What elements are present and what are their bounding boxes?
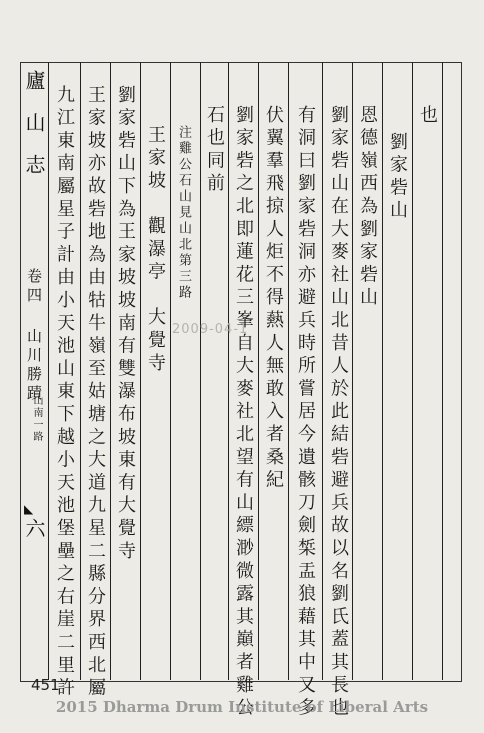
column-rule: [228, 62, 229, 680]
section-heading: 王家坡 觀瀑亭 大覺寺: [145, 125, 166, 376]
page-number: 451: [31, 676, 60, 694]
column-rule: [322, 62, 323, 680]
column-rule: [412, 62, 413, 680]
text-column: 有洞曰劉家砦洞亦避兵時所嘗居今遺骸刀劍椞盂狼藉其中又多: [295, 105, 316, 721]
text-column: 劉家砦山下為王家坡坡南有雙瀑布坡東有大覺寺: [115, 85, 136, 564]
column-rule: [48, 62, 49, 680]
column-rule: [110, 62, 111, 680]
column-rule: [382, 62, 383, 680]
column-rule: [140, 62, 141, 680]
column-rule: [200, 62, 201, 680]
date-stamp: 2009-04-1: [172, 322, 249, 337]
volume-title: 廬山志: [22, 70, 46, 196]
text-column: 劉家砦山在大麥社山北昔人於此結砦避兵故以名劉氏蓋其長也: [328, 105, 349, 721]
annotation-column: 注雞公石山見山北第三路: [176, 125, 191, 301]
column-rule: [352, 62, 353, 680]
text-column: 伏翼羣飛掠人炬不得爇人無敢入者桑紀: [263, 105, 284, 493]
text-column: 九江東南屬星子計由小天池山東下越小天池堡壘之右崖二里許: [54, 85, 75, 701]
text-column: 王家坡亦故砦地為由牯牛嶺至姑塘之大道九星二縣分界西北屬: [85, 85, 106, 701]
watermark: 2015 Dharma Drum Institute of Liberal Arts: [55, 698, 429, 716]
column-rule: [258, 62, 259, 680]
leaf-number: 六: [22, 518, 46, 538]
chapter-label: 卷四 山川勝蹟: [25, 268, 43, 404]
column-rule: [442, 62, 443, 680]
text-column: 也: [417, 105, 438, 128]
column-rule: [170, 62, 171, 680]
section-heading: 劉家砦山: [387, 132, 408, 224]
text-column: 恩德嶺西為劉家砦山: [357, 105, 378, 311]
column-rule: [288, 62, 289, 680]
text-column: 劉家砦之北即蓮花三峯自大麥社北望有山縹渺微露其巔者雞公: [233, 105, 254, 721]
section-label: 山南一路: [31, 395, 42, 443]
fold-chevron-icon: ◣: [24, 502, 34, 516]
column-rule: [80, 62, 81, 680]
text-column: 石也同前: [204, 105, 225, 197]
